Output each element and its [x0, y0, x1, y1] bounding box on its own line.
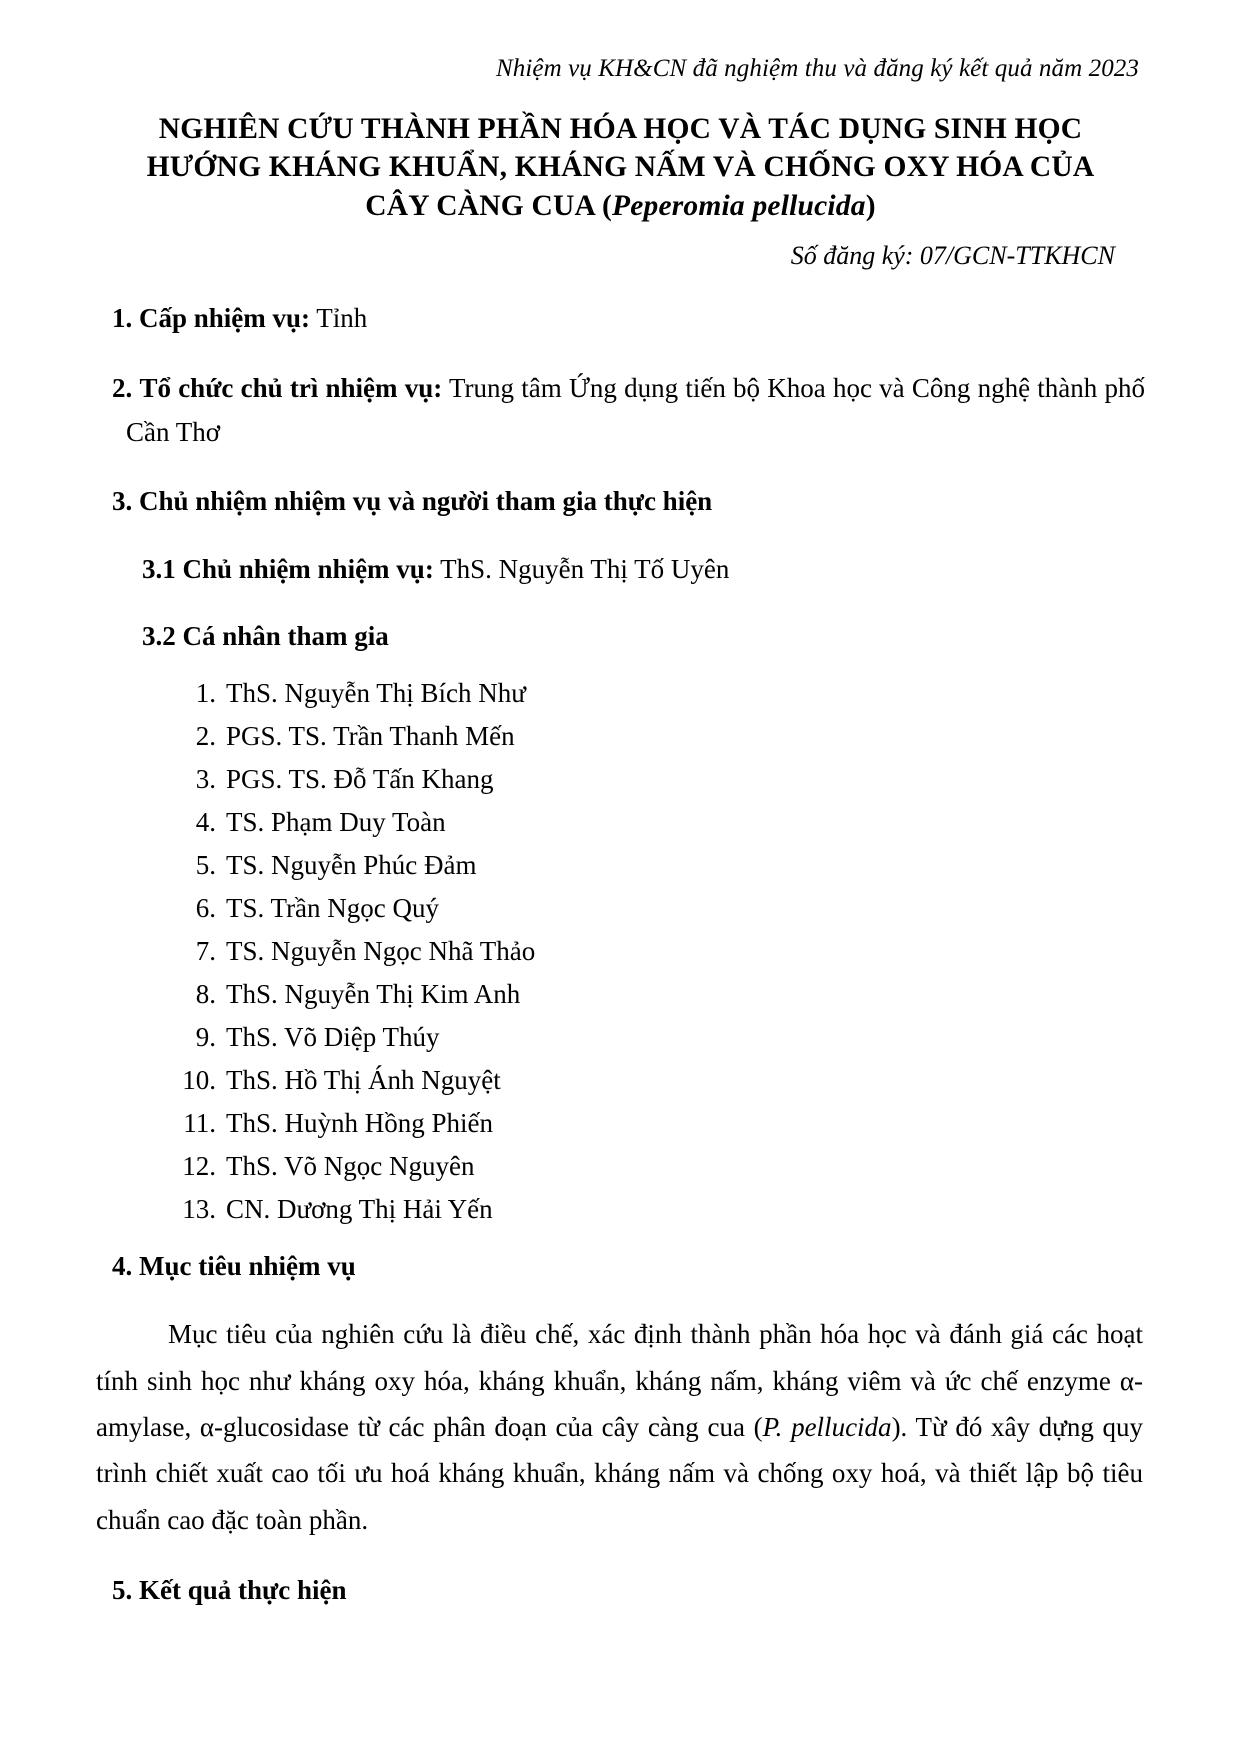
section-3-number: 3. — [112, 486, 133, 517]
paragraph-part-2: ). Từ đó xây dựng quy trình chiết xuất cao tối ưu hoá kháng khuẩn, kháng nấm và chống oxy hoá, và thiết lập bộ tiêu chuẩn cao đặc toàn phần. — [96, 1411, 1144, 1535]
section-2-to-chuc-chu-tri — [112, 367, 1145, 454]
section-4-muc-tieu-nhiem-vu — [112, 1245, 1145, 1289]
title-line-3-suffix: ) — [865, 189, 876, 222]
participants-list — [96, 680, 1145, 1223]
section-4-heading: Mục tiêu nhiệm vụ — [139, 1251, 356, 1282]
participant-index: 1. — [195, 678, 216, 709]
list-item — [96, 981, 1145, 1008]
participant-index: 4. — [195, 807, 216, 838]
title-line-2: HƯỚNG KHÁNG KHUẨN, KHÁNG NẤM VÀ CHỐNG OXY HÓA CỦA — [146, 151, 1095, 184]
section-3-chu-nhiem-va-nguoi-tham-gia — [112, 480, 1145, 524]
list-item — [96, 895, 1145, 922]
participant-index: 11. — [183, 1108, 216, 1139]
list-item — [96, 1196, 1145, 1223]
participant-index: 3. — [195, 764, 216, 795]
section-2-number: 2. — [112, 372, 133, 403]
section-2-label: Tổ chức chủ trì nhiệm vụ: — [139, 372, 443, 403]
section-3-2-ca-nhan-tham-gia — [142, 615, 1145, 658]
participant-index: 6. — [195, 893, 216, 924]
participant-name: PGS. TS. Đỗ Tấn Khang — [226, 764, 494, 795]
participant-name: ThS. Nguyễn Thị Kim Anh — [226, 979, 521, 1010]
section-5-ket-qua-thuc-hien — [112, 1569, 1145, 1613]
section-1-number: 1. — [112, 303, 133, 334]
title-species-name: Peperomia pellucida — [612, 189, 866, 222]
running-header: Nhiệm vụ KH&CN đã nghiệm thu và đăng ký kết quả năm 2023 — [495, 55, 1139, 82]
section-4-number: 4. — [112, 1251, 133, 1282]
section-3-1-label: 3.1 Chủ nhiệm nhiệm vụ: — [142, 553, 434, 584]
participant-index: 10. — [182, 1065, 216, 1096]
list-item — [96, 766, 1145, 793]
list-item — [96, 723, 1145, 750]
section-3-2-label: 3.2 Cá nhân tham gia — [142, 621, 389, 652]
title-line-3-prefix: CÂY CÀNG CUA ( — [365, 189, 612, 222]
section-1-cap-nhiem-vu — [112, 297, 1145, 341]
participant-name: TS. Trần Ngọc Quý — [226, 893, 440, 924]
list-item — [96, 809, 1145, 836]
participant-index: 9. — [195, 1022, 216, 1053]
list-item — [96, 1024, 1145, 1051]
page-title — [96, 110, 1145, 225]
participant-name: TS. Nguyễn Phúc Đảm — [226, 850, 477, 881]
section-3-heading: Chủ nhiệm nhiệm vụ và người tham gia thực hiện — [139, 486, 713, 517]
section-2-value: Trung tâm Ứng dụng tiến bộ Khoa học và Công nghệ thành phố Cần Thơ — [126, 372, 1145, 447]
section-1-label: Cấp nhiệm vụ: — [139, 303, 311, 334]
section-5-number: 5. — [112, 1575, 133, 1606]
participant-name: TS. Phạm Duy Toàn — [226, 807, 446, 838]
list-item — [96, 680, 1145, 707]
participant-name: ThS. Hồ Thị Ánh Nguyệt — [226, 1065, 501, 1096]
participant-index: 13. — [182, 1194, 216, 1225]
participant-name: TS. Nguyễn Ngọc Nhã Thảo — [226, 936, 536, 967]
list-item — [96, 938, 1145, 965]
section-3-1-chu-nhiem — [142, 548, 1145, 591]
title-line-1: NGHIÊN CỨU THÀNH PHẦN HÓA HỌC VÀ TÁC DỤNG SINH HỌC — [158, 113, 1083, 145]
participant-name: ThS. Võ Diệp Thúy — [226, 1022, 440, 1053]
participant-name: ThS. Huỳnh Hồng Phiến — [226, 1108, 494, 1139]
section-5-heading: Kết quả thực hiện — [139, 1575, 347, 1606]
list-item — [96, 852, 1145, 879]
page-content — [96, 0, 1145, 1613]
participant-index: 12. — [182, 1151, 216, 1182]
paragraph-part-1: Mục tiêu của nghiên cứu là điều chế, xác định thành phần hóa học và đánh giá các hoạt tính sinh học như kháng oxy hóa, kháng khuẩn, kháng nấm, kháng viêm và ức chế enzyme α-amylase, α-glucosidase từ các phân đoạn của cây càng cua ( — [96, 1319, 1143, 1442]
participant-name: CN. Dương Thị Hải Yến — [226, 1194, 493, 1225]
section-1-value: Tỉnh — [316, 303, 368, 334]
list-item — [96, 1153, 1145, 1180]
participant-name: ThS. Nguyễn Thị Bích Như — [226, 678, 526, 709]
paragraph-species-name: P. pellucida — [762, 1411, 892, 1442]
section-4-paragraph — [96, 1311, 1145, 1543]
list-item — [96, 1110, 1145, 1137]
participant-name: PGS. TS. Trần Thanh Mến — [226, 721, 515, 752]
section-3-1-value: ThS. Nguyễn Thị Tố Uyên — [440, 553, 730, 584]
participant-index: 2. — [195, 721, 216, 752]
participant-index: 7. — [195, 936, 216, 967]
participant-index: 8. — [195, 979, 216, 1010]
list-item — [96, 1067, 1145, 1094]
participant-index: 5. — [195, 850, 216, 881]
participant-name: ThS. Võ Ngọc Nguyên — [226, 1151, 475, 1182]
registration-number: Số đăng ký: 07/GCN-TTKHCN — [790, 241, 1115, 271]
